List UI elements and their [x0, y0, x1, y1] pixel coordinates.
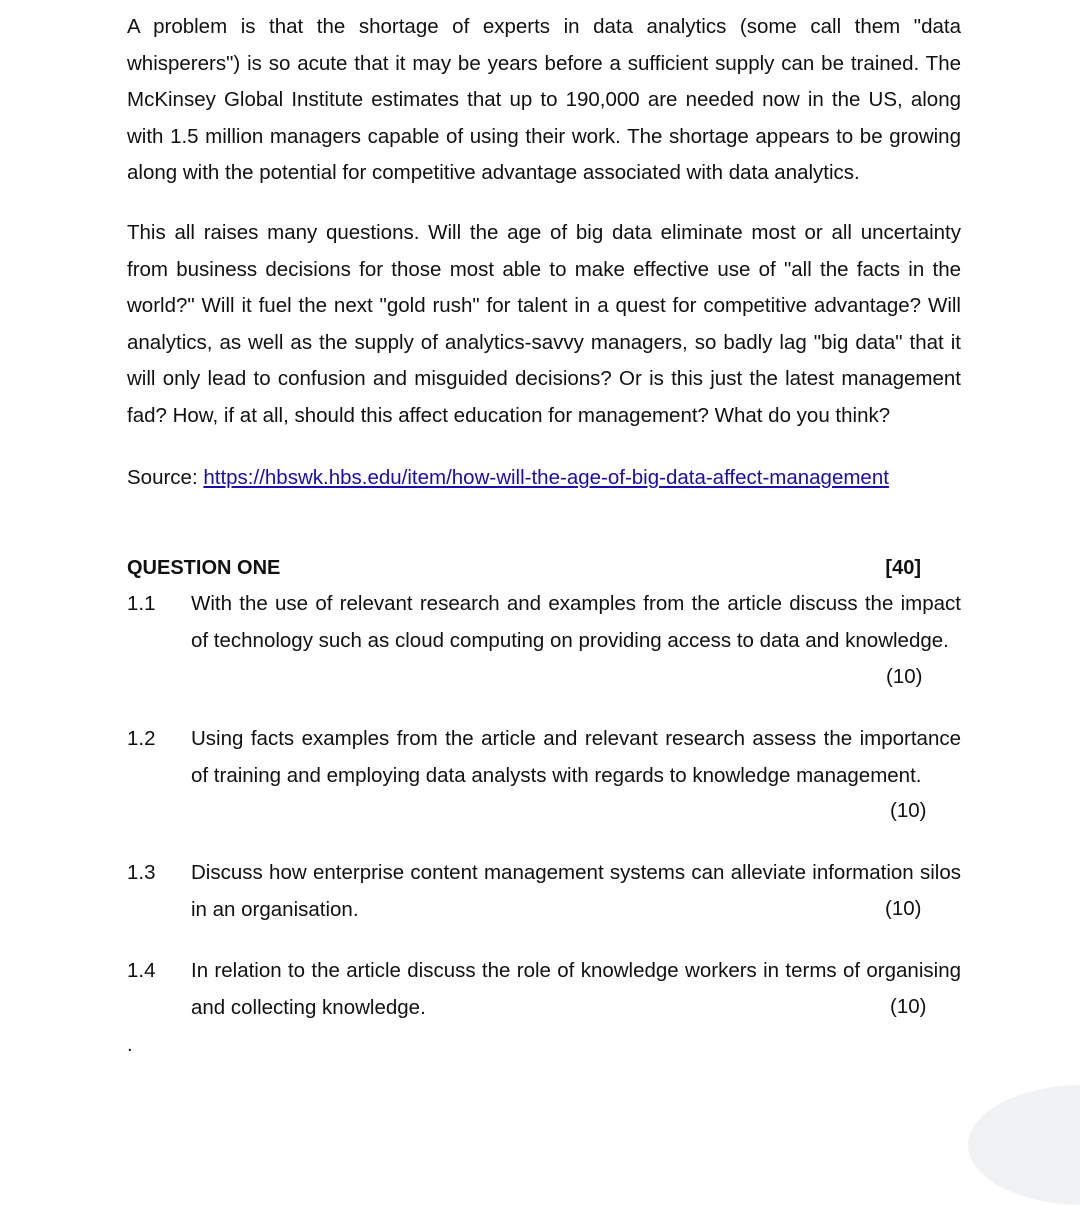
question-title: QUESTION ONE: [127, 557, 281, 579]
question-marks: (10): [886, 665, 923, 688]
trailing-dot: .: [127, 1034, 133, 1056]
page-corner-shade: [968, 1085, 1080, 1205]
question-item-1-3: [127, 855, 961, 928]
question-marks: (10): [890, 799, 927, 822]
question-marks: (10): [890, 995, 927, 1018]
question-number: 1.3: [127, 861, 156, 884]
question-total-marks: [40]: [885, 557, 921, 579]
source-line: [127, 460, 889, 496]
question-marks: (10): [885, 897, 922, 920]
question-heading: [127, 550, 921, 586]
question-text: In relation to the article discuss the role of knowledge workers in terms of organising and collecting knowledge.: [191, 959, 961, 1019]
question-text: With the use of relevant research and examples from the article discuss the impact of technology such as cloud computing on providing access to data and knowledge.: [191, 592, 961, 652]
question-text: Using facts examples from the article and relevant research assess the importance of training and employing data analysts with regards to knowledge management.: [191, 727, 961, 787]
question-item-1-1: [127, 586, 961, 688]
question-number: 1.2: [127, 727, 156, 750]
question-number: 1.4: [127, 959, 156, 982]
question-number: 1.1: [127, 592, 156, 615]
article-paragraph-2: This all raises many questions. Will the age of big data eliminate most or all uncertainty from business decisions for those most able to make effective use of "all the facts in the world?" Will it fuel the next "gold rush" for talent in a quest for competitive advantage? Will analytics, as well as the supply of analytics-savvy managers, so badly lag "big data" that it will only lead to confusion and misguided decisions? Or is this just the latest management fad? How, if at all, should this affect education for management? What do you think?: [127, 221, 961, 427]
source-label: Source:: [127, 466, 204, 489]
source-link[interactable]: https://hbswk.hbs.edu/item/how-will-the-age-of-big-data-affect-management: [203, 466, 889, 489]
article-paragraph-1: A problem is that the shortage of experts in data analytics (some call them "data whisperers") is so acute that it may be years before a sufficient supply can be trained. The McKinsey Global Institute estimates that up to 190,000 are needed now in the US, along with 1.5 million managers capable of using their work. The shortage appears to be growing along with the potential for competitive advantage associated with data analytics.: [127, 15, 961, 185]
question-item-1-4: [127, 953, 961, 1026]
question-text: Discuss how enterprise content management systems can alleviate information silos in an organisation.: [191, 861, 961, 921]
question-item-1-2: [127, 721, 961, 822]
